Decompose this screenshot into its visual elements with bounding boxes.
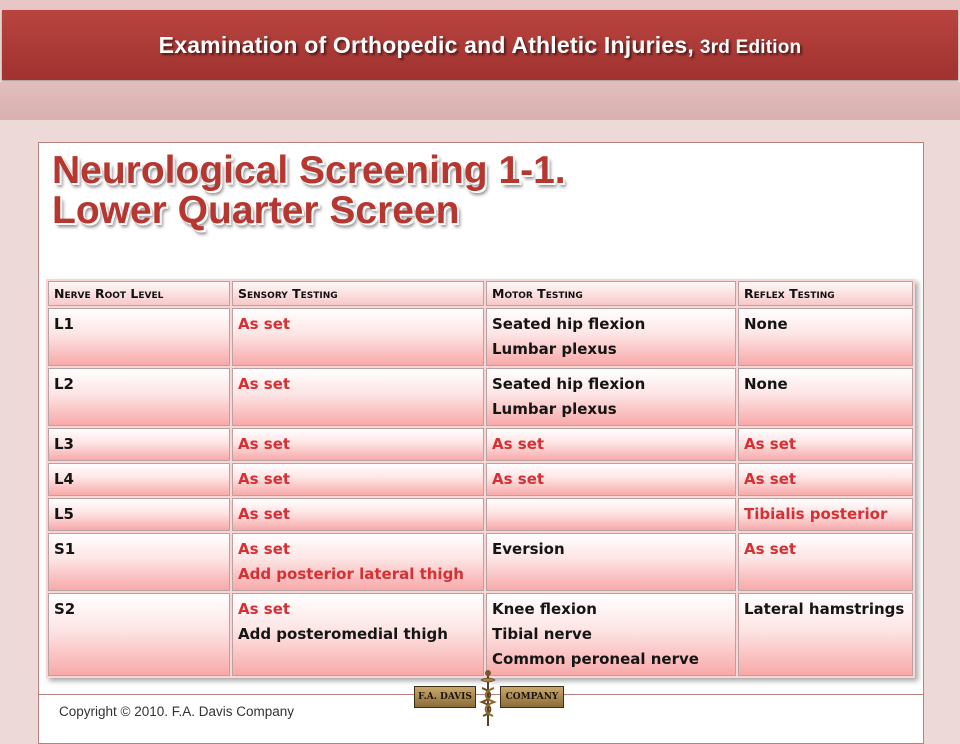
cell-line: Knee flexion xyxy=(492,600,597,618)
cell-nerve-root-level: L4 xyxy=(48,463,230,496)
cell-nerve-root-level: L3 xyxy=(48,428,230,461)
cell-sensory-testing xyxy=(232,308,484,366)
sub-band xyxy=(0,82,960,120)
cell-line: Lumbar plexus xyxy=(492,340,617,358)
cell-line: As set xyxy=(238,505,291,523)
cell-sensory-testing xyxy=(232,533,484,591)
cell-sensory-testing xyxy=(232,498,484,531)
cell-line: Seated hip flexion xyxy=(492,315,646,333)
cell-sensory-testing xyxy=(232,428,484,461)
cell-motor-testing xyxy=(486,498,736,531)
cell-line: Tibial nerve xyxy=(492,625,592,643)
slide-title xyxy=(52,151,566,231)
cell-line: Tibialis posterior xyxy=(744,505,888,523)
cell-line: None xyxy=(744,315,788,333)
header-motor-testing: Motor Testing xyxy=(486,281,736,306)
cell-line: As set xyxy=(744,540,797,558)
cell-sensory-testing xyxy=(232,368,484,426)
cell-line: As set xyxy=(744,470,797,488)
fa-davis-logo xyxy=(414,668,564,728)
slide-title-line-1: Neurological Screening 1-1. xyxy=(52,149,566,192)
header-sensory-testing: Sensory Testing xyxy=(232,281,484,306)
cell-line: Lumbar plexus xyxy=(492,400,617,418)
cell-line: As set xyxy=(492,435,545,453)
cell-line: Common peroneal nerve xyxy=(492,650,699,668)
cell-line: As set xyxy=(238,470,291,488)
table-row xyxy=(48,593,913,676)
cell-line: None xyxy=(744,375,788,393)
cell-line: As set xyxy=(238,600,291,618)
cell-motor-testing xyxy=(486,593,736,676)
book-title-text: Examination of Orthopedic and Athletic Injuries, xyxy=(158,32,694,58)
cell-line: As set xyxy=(238,540,291,558)
cell-nerve-root-level: L1 xyxy=(48,308,230,366)
table-row xyxy=(48,533,913,591)
cell-reflex-testing xyxy=(738,593,913,676)
table-body xyxy=(48,308,913,676)
copyright-text: Copyright © 2010. F.A. Davis Company xyxy=(59,704,295,719)
cell-line: As set xyxy=(238,315,291,333)
cell-motor-testing xyxy=(486,463,736,496)
header-reflex-testing: Reflex Testing xyxy=(738,281,913,306)
cell-line: Add posteromedial thigh xyxy=(238,625,448,643)
logo-plate-right: COMPANY xyxy=(500,686,564,708)
table-row xyxy=(48,463,913,496)
cell-reflex-testing xyxy=(738,533,913,591)
cell-nerve-root-level: S1 xyxy=(48,533,230,591)
top-strip xyxy=(0,0,960,10)
table-row xyxy=(48,498,913,531)
cell-reflex-testing xyxy=(738,498,913,531)
cell-nerve-root-level: S2 xyxy=(48,593,230,676)
cell-line: Eversion xyxy=(492,540,565,558)
header-bar xyxy=(2,10,958,80)
caduceus-icon xyxy=(477,668,499,728)
lower-quarter-screen-table xyxy=(46,279,915,678)
cell-motor-testing xyxy=(486,368,736,426)
cell-sensory-testing xyxy=(232,463,484,496)
slide xyxy=(38,142,924,744)
cell-reflex-testing xyxy=(738,308,913,366)
cell-sensory-testing xyxy=(232,593,484,676)
cell-line: Seated hip flexion xyxy=(492,375,646,393)
table-header-row xyxy=(48,281,913,306)
cell-motor-testing xyxy=(486,308,736,366)
cell-reflex-testing xyxy=(738,463,913,496)
cell-line: As set xyxy=(238,435,291,453)
cell-line: As set xyxy=(744,435,797,453)
cell-line: Lateral hamstrings xyxy=(744,600,905,618)
cell-motor-testing xyxy=(486,428,736,461)
table-row xyxy=(48,308,913,366)
table-row xyxy=(48,368,913,426)
cell-motor-testing xyxy=(486,533,736,591)
cell-line: As set xyxy=(492,470,545,488)
slide-title-line-2: Lower Quarter Screen xyxy=(52,189,460,232)
cell-reflex-testing xyxy=(738,428,913,461)
cell-line: Add posterior lateral thigh xyxy=(238,565,464,583)
header-nerve-root-level: Nerve Root Level xyxy=(48,281,230,306)
table-row xyxy=(48,428,913,461)
cell-nerve-root-level: L5 xyxy=(48,498,230,531)
cell-reflex-testing xyxy=(738,368,913,426)
book-edition: 3rd Edition xyxy=(699,37,802,58)
cell-nerve-root-level: L2 xyxy=(48,368,230,426)
logo-plate-left: F.A. DAVIS xyxy=(414,686,476,708)
book-title xyxy=(2,32,958,59)
cell-line: As set xyxy=(238,375,291,393)
